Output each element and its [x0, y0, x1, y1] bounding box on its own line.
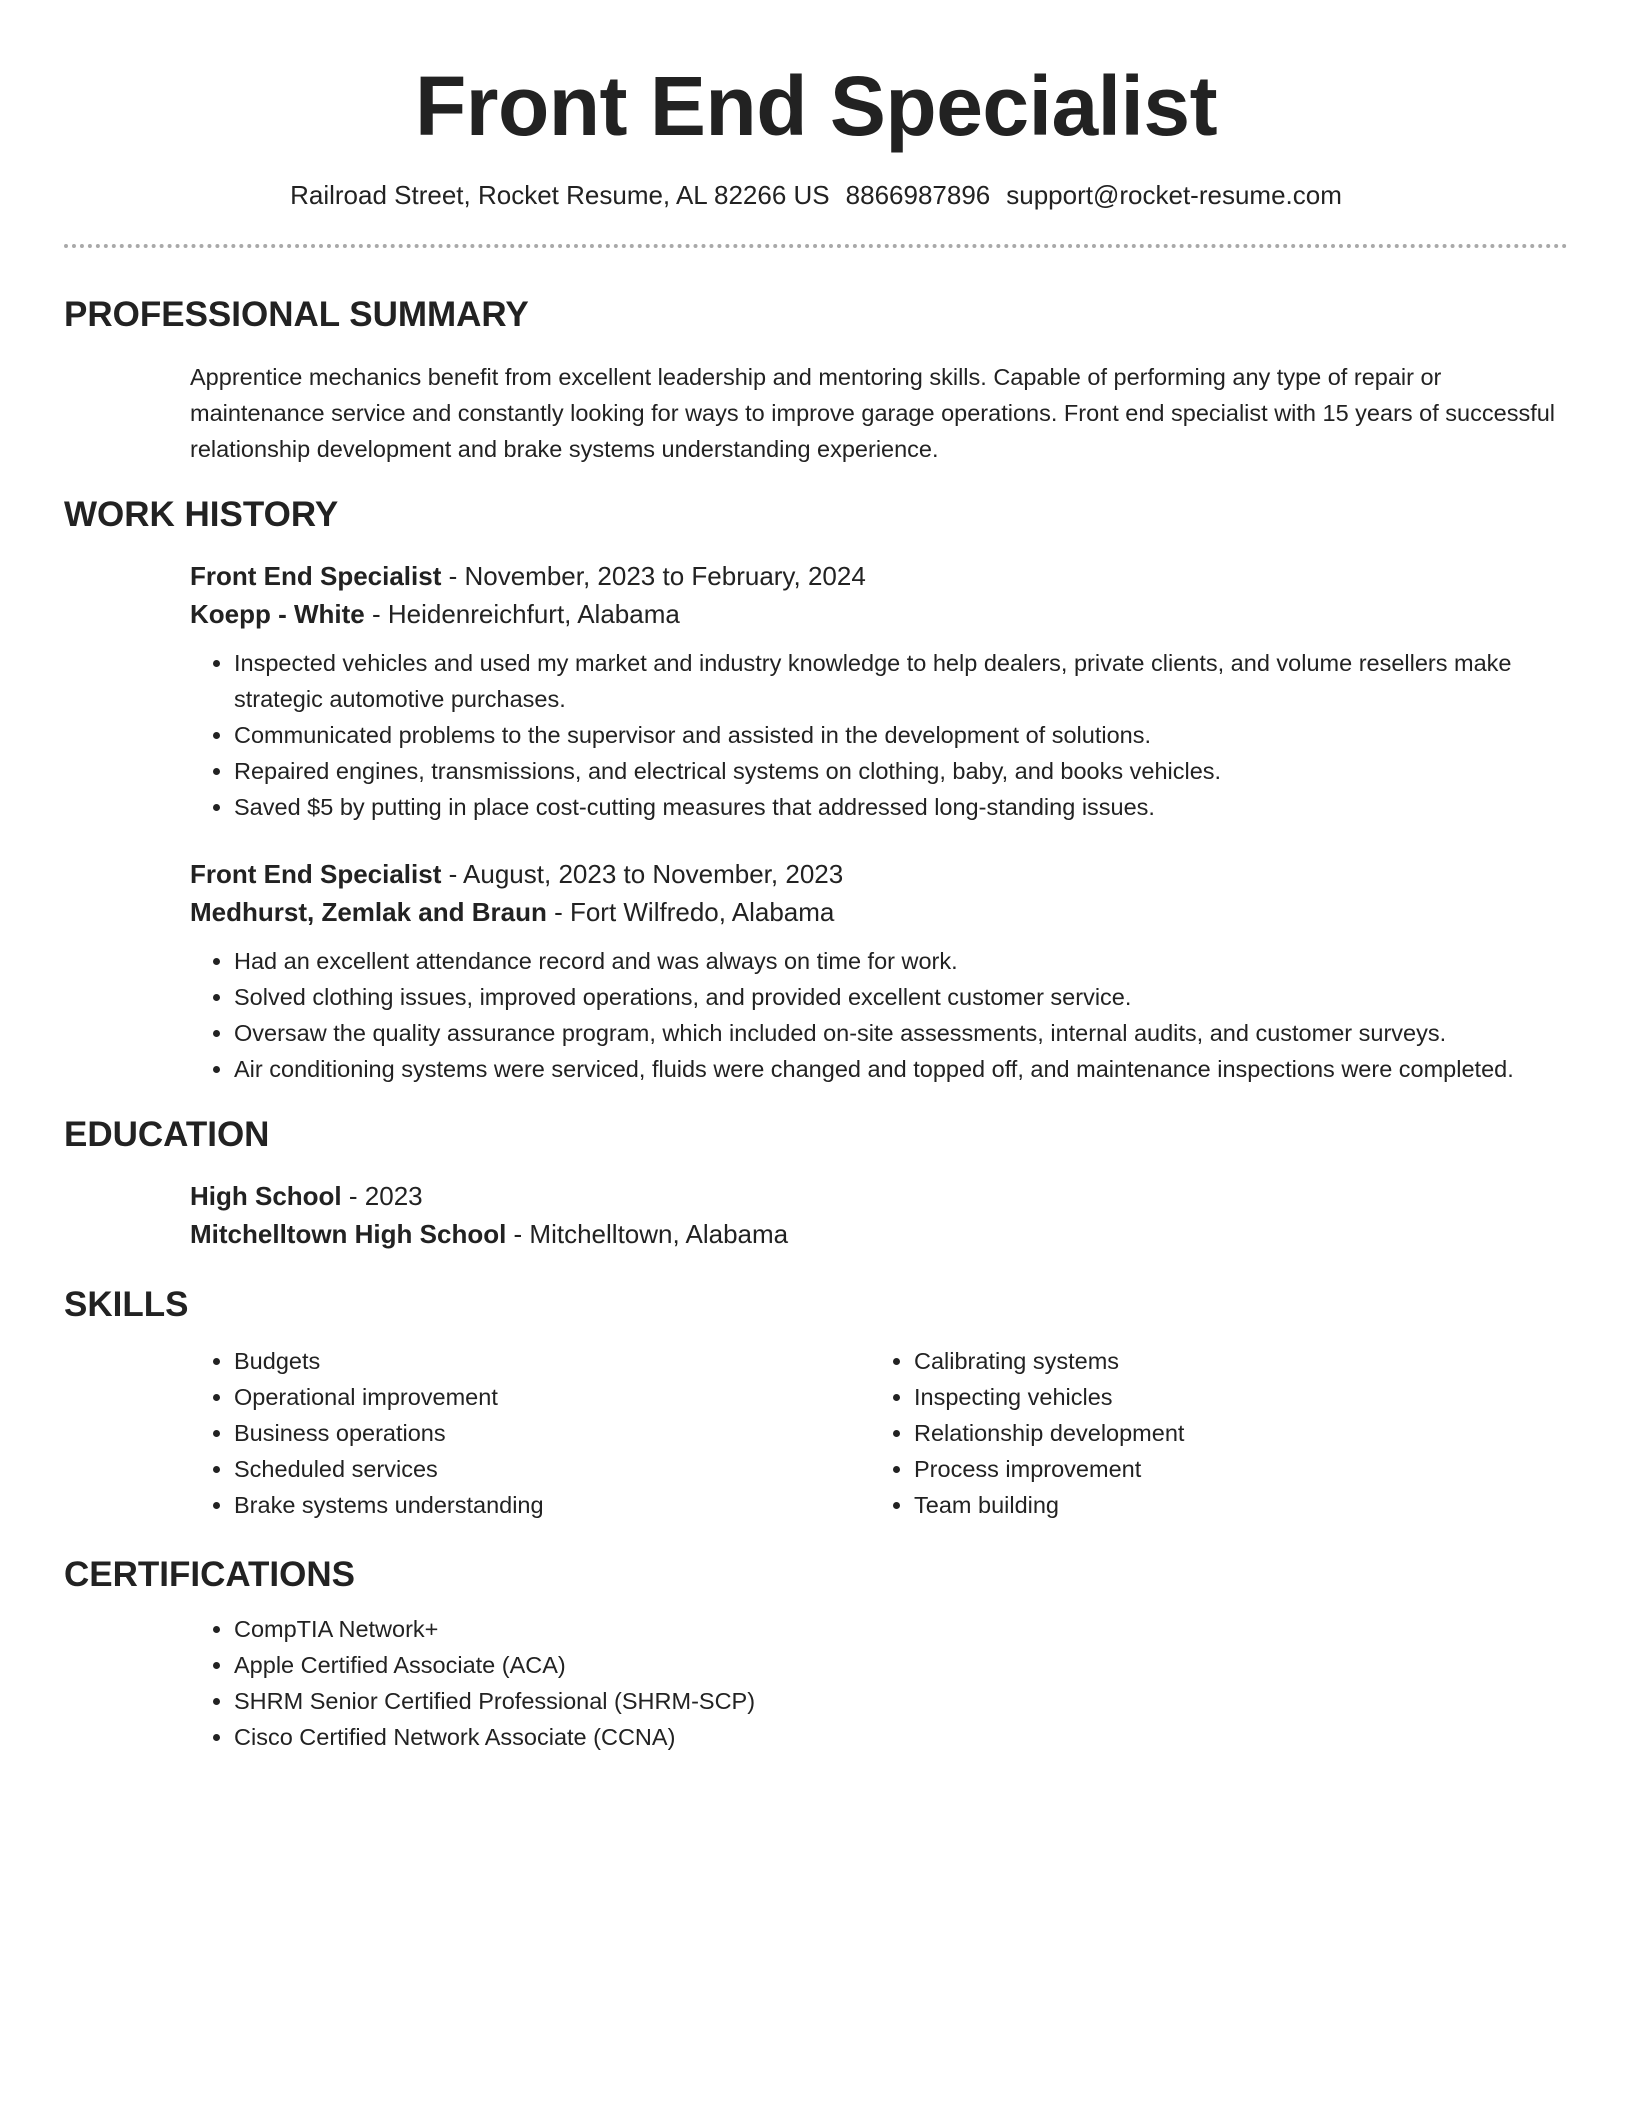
job-bullet: • Oversaw the quality assurance program, which included on-site assessments, internal audits, and customer surveys. — [234, 1015, 1568, 1051]
job-role: Front End Specialist — [190, 561, 442, 591]
education-entry — [190, 1177, 1568, 1253]
contact-address: Railroad Street, Rocket Resume, AL 82266 US — [290, 180, 830, 210]
job-company: Koepp - White — [190, 599, 365, 629]
job-entry — [190, 557, 1568, 825]
education-school: Mitchelltown High School — [190, 1219, 507, 1249]
skill-item: • Process improvement — [914, 1451, 1550, 1487]
education-degree-line — [190, 1177, 1568, 1215]
job-bullet: • Repaired engines, transmissions, and electrical systems on clothing, baby, and books vehicles. — [234, 753, 1568, 789]
education-location: - Mitchelltown, Alabama — [506, 1219, 789, 1249]
resume-page — [64, 0, 1568, 1755]
job-company-line — [190, 595, 1568, 633]
contact-phone: 8866987896 — [845, 180, 991, 210]
skills-column-left — [190, 1343, 870, 1523]
certification-item: • Apple Certified Associate (ACA) — [234, 1647, 1568, 1683]
skills-column-right — [870, 1343, 1550, 1523]
contact-email: support@rocket-resume.com — [1006, 180, 1342, 210]
education-school-line — [190, 1215, 1568, 1253]
job-dates: - November, 2023 to February, 2024 — [441, 561, 866, 591]
job-title-line — [190, 855, 1568, 893]
summary-heading: PROFESSIONAL SUMMARY — [64, 295, 529, 334]
job-bullet: • Inspected vehicles and used my market and industry knowledge to help dealers, private clients, and volume resellers make strategic automotive purchases. — [234, 645, 1568, 717]
job-bullets — [190, 645, 1568, 825]
job-bullet: • Solved clothing issues, improved operations, and provided excellent customer service. — [234, 979, 1568, 1015]
skills-heading: SKILLS — [64, 1285, 189, 1324]
job-role: Front End Specialist — [190, 859, 442, 889]
job-dates: - August, 2023 to November, 2023 — [441, 859, 844, 889]
skill-item: • Budgets — [234, 1343, 870, 1379]
work-history-heading: WORK HISTORY — [64, 495, 339, 534]
job-bullet: • Communicated problems to the supervisor and assisted in the development of solutions. — [234, 717, 1568, 753]
job-bullets — [190, 943, 1568, 1087]
certification-item: • SHRM Senior Certified Professional (SHRM-SCP) — [234, 1683, 1568, 1719]
skill-item: • Scheduled services — [234, 1451, 870, 1487]
skill-item: • Team building — [914, 1487, 1550, 1523]
certifications-heading: CERTIFICATIONS — [64, 1555, 356, 1594]
job-company: Medhurst, Zemlak and Braun — [190, 897, 547, 927]
header-divider — [64, 244, 1568, 248]
skill-item: • Calibrating systems — [914, 1343, 1550, 1379]
education-year: - 2023 — [341, 1181, 423, 1211]
skills-grid — [190, 1343, 1568, 1523]
skill-item: • Relationship development — [914, 1415, 1550, 1451]
resume-name: Front End Specialist — [414, 59, 1218, 153]
job-company-line — [190, 893, 1568, 931]
certification-item: • CompTIA Network+ — [234, 1611, 1568, 1647]
job-location: - Heidenreichfurt, Alabama — [364, 599, 680, 629]
certification-item: • Cisco Certified Network Associate (CCNA) — [234, 1719, 1568, 1755]
job-location: - Fort Wilfredo, Alabama — [546, 897, 835, 927]
skill-item: • Business operations — [234, 1415, 870, 1451]
certifications-list — [190, 1611, 1568, 1755]
summary-text: Apprentice mechanics benefit from excellent leadership and mentoring skills. Capable of performing any type of repair or maintenance service and constantly looking for ways to improve garage operations. Front end specialist with 15 years of successful relationship development and brake systems understanding experience. — [190, 364, 1556, 462]
job-title-line — [190, 557, 1568, 595]
skill-item: • Inspecting vehicles — [914, 1379, 1550, 1415]
education-heading: EDUCATION — [64, 1115, 270, 1154]
job-entry — [190, 855, 1568, 1087]
skill-item: • Brake systems understanding — [234, 1487, 870, 1523]
certifications-bullets — [190, 1611, 1568, 1755]
skill-item: • Operational improvement — [234, 1379, 870, 1415]
job-bullet: • Had an excellent attendance record and was always on time for work. — [234, 943, 1568, 979]
education-degree: High School — [190, 1181, 342, 1211]
job-bullet: • Saved $5 by putting in place cost-cutting measures that addressed long-standing issues. — [234, 789, 1568, 825]
contact-line — [64, 178, 1568, 212]
job-bullet: • Air conditioning systems were serviced, fluids were changed and topped off, and maintenance inspections were completed. — [234, 1051, 1568, 1087]
